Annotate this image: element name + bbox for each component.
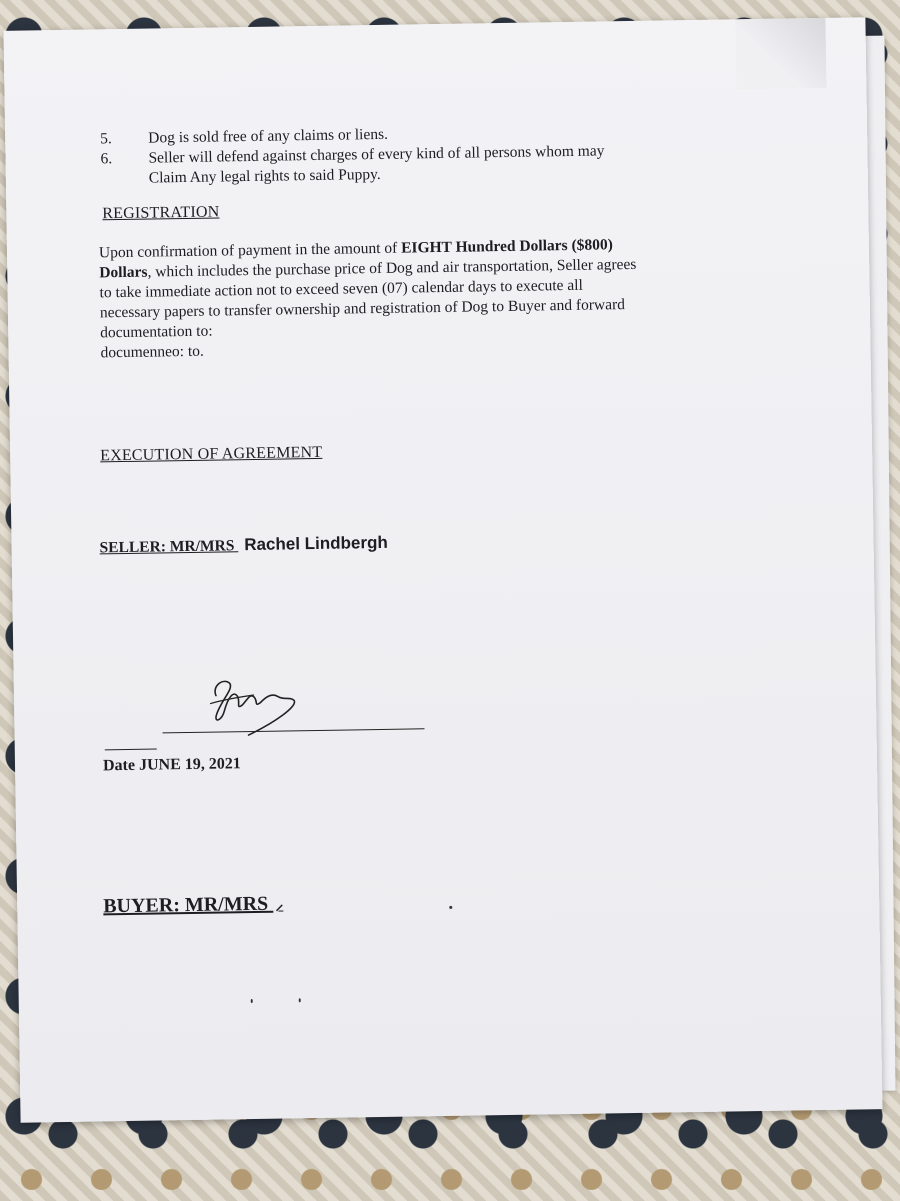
registration-heading: REGISTRATION	[102, 203, 220, 223]
list-item-5: 5. Dog is sold free of any claims or liens.	[100, 125, 389, 148]
date-value: JUNE 19, 2021	[138, 755, 241, 774]
seller-label: SELLER: MR/MRS	[99, 537, 239, 557]
list-item-text: Seller will defend against charges of every kind of all persons whom may	[148, 142, 605, 167]
contract-page	[3, 17, 882, 1122]
seller-line	[99, 533, 388, 558]
seller-name: Rachel Lindbergh	[244, 532, 388, 555]
execution-heading: EXECUTION OF AGREEMENT	[100, 443, 323, 465]
ink-speck	[251, 999, 253, 1003]
page-corner-fold	[735, 18, 826, 89]
date-line: Date JUNE 19, 2021	[102, 755, 241, 775]
list-item-text: Dog is sold free of any claims or liens.	[148, 125, 389, 147]
signature-line-stub	[105, 749, 157, 751]
seller-signature	[194, 666, 315, 738]
buyer-label: BUYER: MR/MRS	[103, 892, 274, 918]
buyer-line	[103, 893, 283, 919]
registration-paragraph: Upon confirmation of payment in the amount of EIGHT Hundred Dollars ($800) Dollars, which includes the purchase price of Dog and air transportation, Seller agrees to take immediate action not to exceed seven (07) calendar days to execute all necessary papers to transfer ownership and registration of Dog to Buyer and forward documentation to: documenneo: to.	[98, 236, 637, 362]
ink-speck	[299, 998, 301, 1002]
list-item-continuation: Claim Any legal rights to said Puppy.	[148, 165, 381, 187]
buyer-signature-mark: ⸝	[275, 896, 284, 914]
list-item-6: 6. Seller will defend against charges of every kind of all persons whom may Claim Any legal rights to said Puppy.	[100, 142, 605, 187]
ink-speck	[449, 906, 452, 909]
